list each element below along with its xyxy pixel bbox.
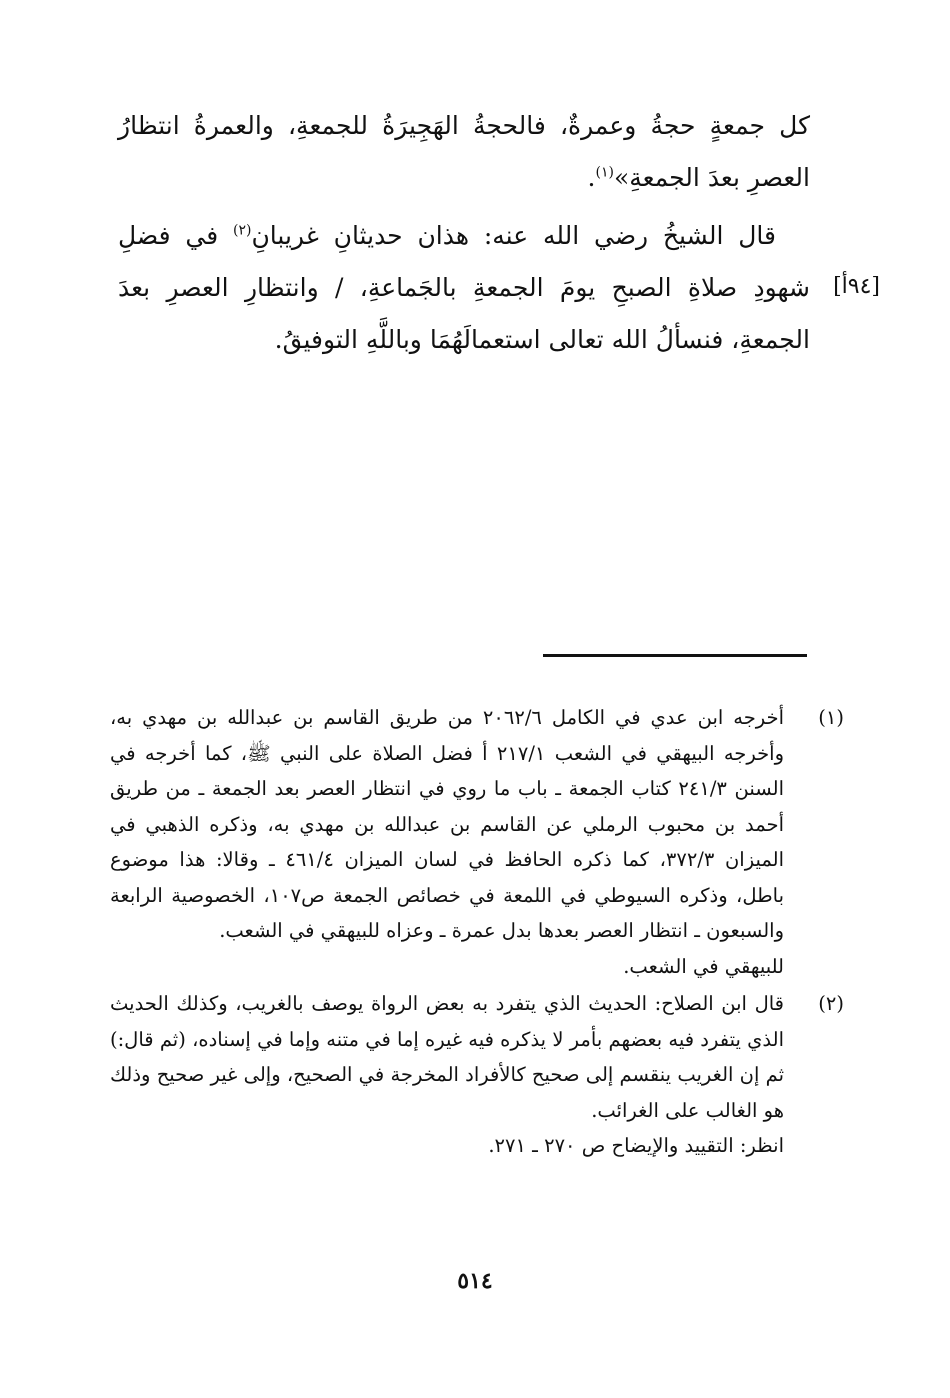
paragraph-2-text-a: قال الشيخُ رضي الله عنه: هذان حديثانِ غريبانِ	[251, 221, 777, 250]
main-text	[118, 100, 810, 366]
footnote-number: (١)	[818, 706, 844, 729]
footnote-ref-1: (١)	[595, 164, 614, 181]
paragraph-1	[118, 100, 810, 204]
footnote-line: انظر: التقييد والإيضاح ص ٢٧٠ ـ ٢٧١.	[488, 1134, 784, 1157]
footnote-line: أخرجه ابن عدي في الكامل ٢٠٦٢/٦ من طريق القاسم بن عبدالله بن مهدي به، وأخرجه البيهقي في الشعب ٢١٧/١ أ فضل الصلاة على النبي ﷺ، كما أخرجه في السنن ٢٤١/٣ كتاب الجمعة ـ باب ما روي في انتظار العصر بعد الجمعة ـ من طريق أحمد بن محبوب الرملي عن القاسم بن عبدالله بن مهدي به، وذكره الذهبي في الميزان ٣٧٢/٣، كما ذكره الحافظ في لسان الميزان ٤٦١/٤ ـ وقالا: هذا موضوع باطل، وذكره السيوطي في اللمعة في خصائص الجمعة ص١٠٧، الخصوصية الرابعة والسبعون ـ انتظار العصر بعدها بدل عمرة ـ وعزاه للبيهقي في الشعب.	[110, 706, 785, 942]
paragraph-1-end: .	[587, 163, 596, 192]
paragraph-2-text-b: في فضلِ شهودِ صلاةِ الصبحِ يومَ الجمعةِ بالجَماعةِ، / وانتظارِ العصرِ بعدَ الجمعةِ، فنسألُ الله تعالى استعمالَهُمَا وباللَّهِ التوفيقُ.	[118, 221, 810, 354]
page-number: ٥١٤	[457, 1268, 493, 1294]
footnote-body	[110, 986, 784, 1164]
manuscript-folio-ref: [٩٤أ]	[833, 274, 880, 299]
footnote-number: (٢)	[818, 992, 844, 1015]
footnote-line: قال ابن الصلاح: الحديث الذي يتفرد به بعض الرواة يوصف بالغريب، وكذلك الحديث الذي يتفرد فيه بعضهم بأمر لا يذكره فيه غيره إما في متنه وإما في إسناده، (ثم قال:) ثم إن الغريب ينقسم إلى صحيح كالأفراد المخرجة في الصحيح، وإلى غير صحيح وذلك هو الغالب على الغرائب.	[110, 992, 784, 1122]
footnote-2	[110, 986, 844, 1164]
paragraph-1-text: كل جمعةٍ حجةُ وعمرةٌ، فالحجةُ الهَجِيرَةُ للجمعةِ، والعمرةُ انتظارُ العصرِ بعدَ الجمعةِ»	[118, 111, 810, 192]
footnote-ref-2: (٢)	[232, 222, 252, 239]
footnote-line: للبيهقي في الشعب.	[623, 954, 784, 978]
footnote-body	[110, 700, 784, 984]
paragraph-2	[118, 210, 810, 366]
footnote-separator	[543, 654, 807, 657]
footnote-1	[110, 700, 844, 984]
footnotes	[110, 700, 844, 1164]
